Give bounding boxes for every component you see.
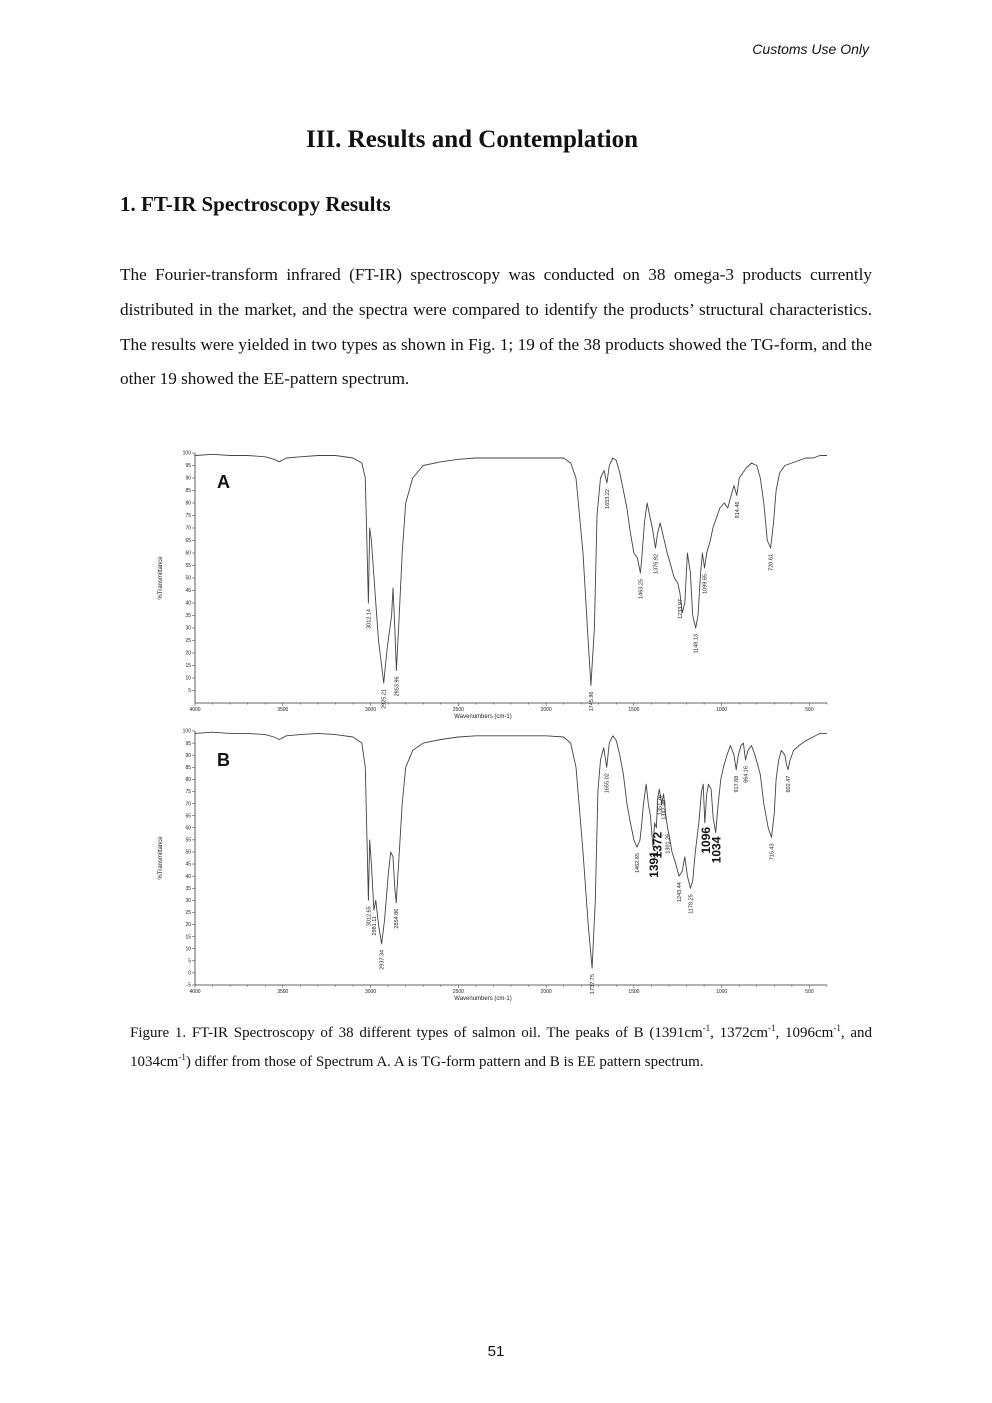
panel-b-peak-label: 917.88: [734, 775, 741, 793]
panel-b-y-tick-label: 90: [185, 752, 191, 759]
panel-b-peak-label: 1243.44: [677, 882, 684, 903]
panel-b-peak-label: 2854.86: [394, 908, 401, 929]
panel-b-y-tick-label: 85: [185, 764, 191, 771]
panel-a-peak-label: 1745.96: [588, 691, 595, 712]
panel-a-peak-label: 1653.22: [604, 489, 611, 509]
panel-b-peak-label: 1737.75: [590, 974, 597, 994]
caption-part-5: ) differ from those of Spectrum A. A is TG-form pattern and B is EE pattern spectrum.: [185, 1054, 704, 1070]
panel-a-x-tick-label: 2000: [540, 707, 552, 713]
panel-b-peak-label: 3012.65: [366, 906, 373, 927]
panel-a-y-tick-label: 60: [185, 550, 191, 557]
panel-a-y-tick-label: 20: [185, 650, 191, 657]
panel-b-peak-label: 1301.26: [665, 833, 672, 854]
panel-b-x-tick-label: 1500: [628, 989, 640, 995]
panel-a-y-tick-label: 15: [185, 663, 191, 670]
panel-b-y-tick-label: 65: [185, 813, 191, 820]
panel-a-y-tick-label: 25: [185, 638, 191, 645]
panel-b-x-tick-label: 3000: [364, 989, 377, 995]
panel-b-highlighted-peak-label: 1034: [709, 836, 724, 864]
panel-b-y-tick-label: 50: [185, 849, 191, 856]
ftir-spectra-svg: [150, 445, 840, 1005]
panel-b-x-tick-label: 2500: [452, 989, 464, 995]
panel-a-y-tick-label: 90: [185, 475, 191, 482]
panel-b-peak-label: 1462.85: [635, 853, 642, 874]
panel-b-x-tick-label: 1000: [716, 989, 728, 995]
figure-caption: [130, 1019, 872, 1077]
panel-a-peak-label: 2925.21: [381, 689, 388, 709]
panel-a-y-tick-label: 100: [182, 450, 191, 457]
panel-a-peak-label: 2853.96: [394, 676, 401, 697]
panel-b-y-tick-label: 100: [182, 728, 191, 735]
panel-a-x-tick-label: 3500: [277, 707, 289, 713]
panel-b-x-tick-label: 4000: [189, 989, 201, 995]
panel-a-y-tick-label: 70: [185, 525, 191, 532]
panel-b-y-tick-label: 15: [185, 934, 191, 941]
panel-a-letter: A: [217, 472, 230, 492]
panel-a-x-axis-label: Wavenumbers (cm-1): [454, 714, 512, 720]
panel-b-x-axis-label: Wavenumbers (cm-1): [454, 996, 512, 1002]
panel-b-highlighted-peak-label: 1372: [650, 831, 665, 859]
panel-a-y-tick-label: 65: [185, 538, 191, 545]
caption-part-3: , 1096cm: [775, 1025, 834, 1041]
caption-sup-2: -1: [768, 1023, 776, 1033]
panel-a-y-tick-label: 55: [185, 563, 191, 570]
caption-part-4: , and 1034cm: [130, 1025, 873, 1070]
panel-a-spectrum-line: [195, 454, 827, 685]
panel-a-y-tick-label: 95: [185, 463, 191, 470]
panel-b-highlighted-peak-label: 1391: [647, 851, 662, 878]
panel-b-y-axis-label: %Transmittance: [158, 836, 164, 880]
panel-a-x-tick-label: 500: [805, 707, 814, 713]
panel-a-peak-label: 1463.25: [638, 579, 645, 599]
panel-a-x-tick-label: 3000: [364, 707, 377, 713]
panel-b-y-tick-label: 40: [185, 873, 191, 880]
panel-a-y-tick-label: 50: [185, 575, 191, 582]
panel-b-y-tick-label: 55: [185, 837, 191, 844]
panel-b-y-tick-label: 80: [185, 777, 191, 784]
panel-b-peak-label: 864.16: [743, 766, 750, 783]
panel-a-x-tick-label: 1500: [628, 707, 640, 713]
panel-a-y-tick-label: 80: [185, 500, 191, 507]
panel-b-y-tick-label: 0: [188, 970, 191, 977]
panel-a-peak-label: 720.61: [768, 554, 775, 571]
panel-a-peak-label: 3012.14: [366, 609, 373, 629]
panel-a-y-tick-label: 5: [188, 688, 191, 695]
panel-b-peak-label: 715.43: [769, 843, 776, 861]
panel-a-y-tick-label: 10: [185, 675, 191, 682]
panel-b-peak-label: 1351.76: [657, 795, 664, 815]
panel-a-y-tick-label: 30: [185, 625, 191, 632]
panel-a-y-tick-label: 35: [185, 613, 191, 620]
panel-b-y-tick-label: 95: [185, 740, 191, 747]
panel-b-highlighted-peak-label: 1096: [698, 826, 713, 854]
panel-b-y-tick-label: 25: [185, 910, 191, 917]
panel-b-y-tick-label: 75: [185, 789, 191, 796]
panel-b-spectrum-line: [195, 732, 827, 968]
panel-a-x-tick-label: 2500: [452, 707, 464, 713]
panel-a-y-tick-label: 45: [185, 588, 191, 595]
panel-b-x-tick-label: 2000: [540, 989, 552, 995]
caption-part-2: , 1372cm: [710, 1025, 768, 1041]
panel-a-x-tick-label: 4000: [189, 707, 201, 713]
panel-b-y-tick-label: 10: [185, 946, 191, 953]
body-paragraph: The Fourier-transform infrared (FT-IR) spectroscopy was conducted on 38 omega-3 products currently distributed in the market, and the spectra were compared to identify the products’ structural characteristics. The results were yielded in two types as shown in Fig. 1; 19 of the 38 products showed the TG-form, and the other 19 showed the EE-pattern spectrum.: [120, 265, 872, 389]
panel-b-peak-label: 1655.02: [604, 773, 611, 794]
panel-b-y-tick-label: -5: [186, 982, 191, 989]
panel-a-y-axis-label: %Transmittance: [158, 556, 164, 600]
panel-b-peak-label: 1342.39: [661, 799, 668, 820]
panel-a-y-tick-label: 85: [185, 488, 191, 495]
panel-a-peak-label: 1099.65: [702, 574, 709, 594]
panel-a-peak-label: 1376.92: [653, 554, 660, 574]
panel-b-peak-label: 602.47: [786, 775, 793, 793]
caption-sup-4: -1: [178, 1052, 186, 1062]
header-note: Customs Use Only: [752, 41, 869, 57]
section-title: III. Results and Contemplation: [305, 126, 638, 153]
panel-b-y-tick-label: 70: [185, 801, 191, 808]
panel-b-x-tick-label: 3500: [277, 989, 289, 995]
panel-b-y-tick-label: 5: [188, 958, 191, 965]
panel-b-peak-label: 1178.25: [688, 894, 695, 914]
panel-a-peak-label: 1148.13: [693, 634, 700, 654]
caption-part-1: Figure 1. FT-IR Spectroscopy of 38 different types of salmon oil. The peaks of B (1391cm: [130, 1025, 703, 1041]
ftir-figure: [150, 445, 840, 1005]
page-number: 51: [487, 1343, 505, 1360]
panel-b-x-tick-label: 500: [805, 989, 814, 995]
panel-a-x-tick-label: 1000: [716, 707, 728, 713]
panel-b-peak-label: 2937.34: [379, 949, 386, 970]
panel-b-y-tick-label: 30: [185, 898, 191, 905]
panel-b-y-tick-label: 45: [185, 861, 191, 868]
panel-b-y-tick-label: 60: [185, 825, 191, 832]
panel-b-y-tick-label: 35: [185, 885, 191, 892]
panel-b-peak-label: 2981.11: [371, 916, 378, 936]
subsection-title: 1. FT-IR Spectroscopy Results: [120, 192, 391, 216]
panel-a-peak-label: 914.46: [734, 501, 741, 519]
caption-sup-1: -1: [702, 1023, 711, 1033]
caption-sup-3: -1: [833, 1023, 841, 1033]
panel-b-y-tick-label: 20: [185, 922, 191, 929]
panel-a-y-tick-label: 75: [185, 513, 191, 520]
panel-b-letter: B: [217, 750, 230, 770]
panel-a-y-tick-label: 40: [185, 600, 191, 607]
panel-a-peak-label: 1233.97: [677, 599, 684, 619]
